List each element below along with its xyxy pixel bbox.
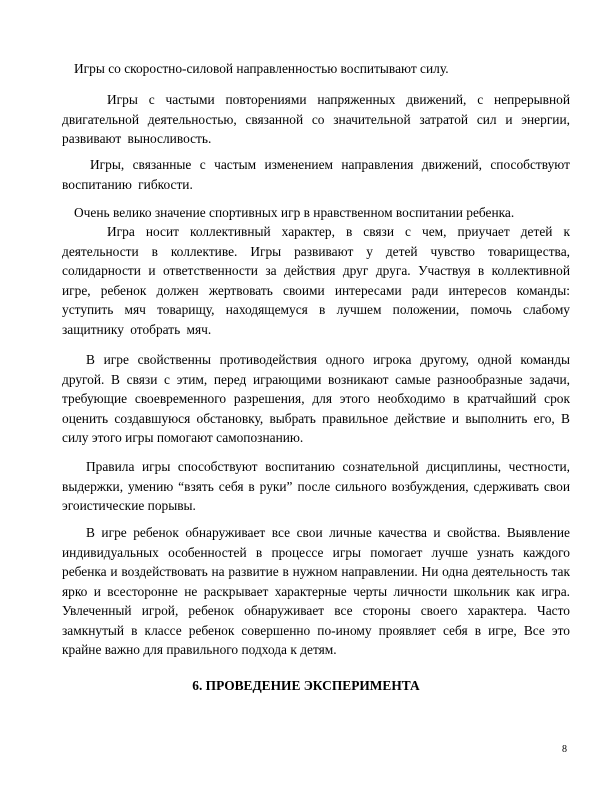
paragraph-rules-discipline: Правила игры способствуют воспитанию сознательной дисциплины, честности, выдержки, умению “взять себя в руки” после сильного возбуждения, сдерживать свои эгоистические порывы. [62, 459, 570, 513]
paragraph-strength-games: Игры со скоростно-силовой направленностью воспитывают силу. [74, 61, 449, 76]
page-number: 8 [562, 744, 567, 755]
paragraph-opposition: В игре свойственны противодействия одного игрока другому, одной команды другой. В связи с этим, перед играющими возникают самые разнообразные задачи, требующие своевременного разрешения, для этого необходимо в кратчайший срок оценить создавшуюся обстановку, выбрать правильное действие и выполнить его, В силу этого игры помогают самопознанию. [62, 352, 570, 445]
paragraph-collective-character: Игра носит коллективный характер, в связи с чем, приучает детей к деятельности в коллективе. Игры развивают у детей чувство товарищества, солидарности и ответственности за действия друг друга. Участвуя в коллективной игре, ребенок должен жертвовать своими интересами ради интересов команды: уступить мяч товарищу, находящемуся в лучшем положении, помочь слабому защитнику отобрать мяч. [62, 224, 570, 337]
paragraph-moral-education: Очень велико значение спортивных игр в нравственном воспитании ребенка. [74, 205, 515, 220]
section-heading: 6. ПРОВЕДЕНИЕ ЭКСПЕРИМЕНТА [192, 678, 420, 693]
paragraph-endurance-games: Игры с частыми повторениями напряженных движений, с непрерывной двигательной деятельностью, связанной со значительной затратой сил и энергии, развивают выносливость. [62, 92, 570, 146]
paragraph-personal-qualities: В игре ребенок обнаруживает все свои личные качества и свойства. Выявление индивидуальных особенностей в процессе игры помогает лучше узнать каждого ребенка и воздействовать на развитие в нужном направлении. Ни одна деятельность так ярко и всесторонне не раскрывает характерные черты личности школьник как игра. Увлеченный игрой, ребенок обнаруживает все стороны своего характера. Часто замкнутый в классе ребенок совершенно по-иному проявляет себя в игре, Все это крайне важно для правильного подхода к детям. [62, 525, 570, 657]
paragraph-flexibility-games: Игры, связанные с частым изменением направления движений, способствуют воспитанию гибкости. [62, 157, 570, 192]
